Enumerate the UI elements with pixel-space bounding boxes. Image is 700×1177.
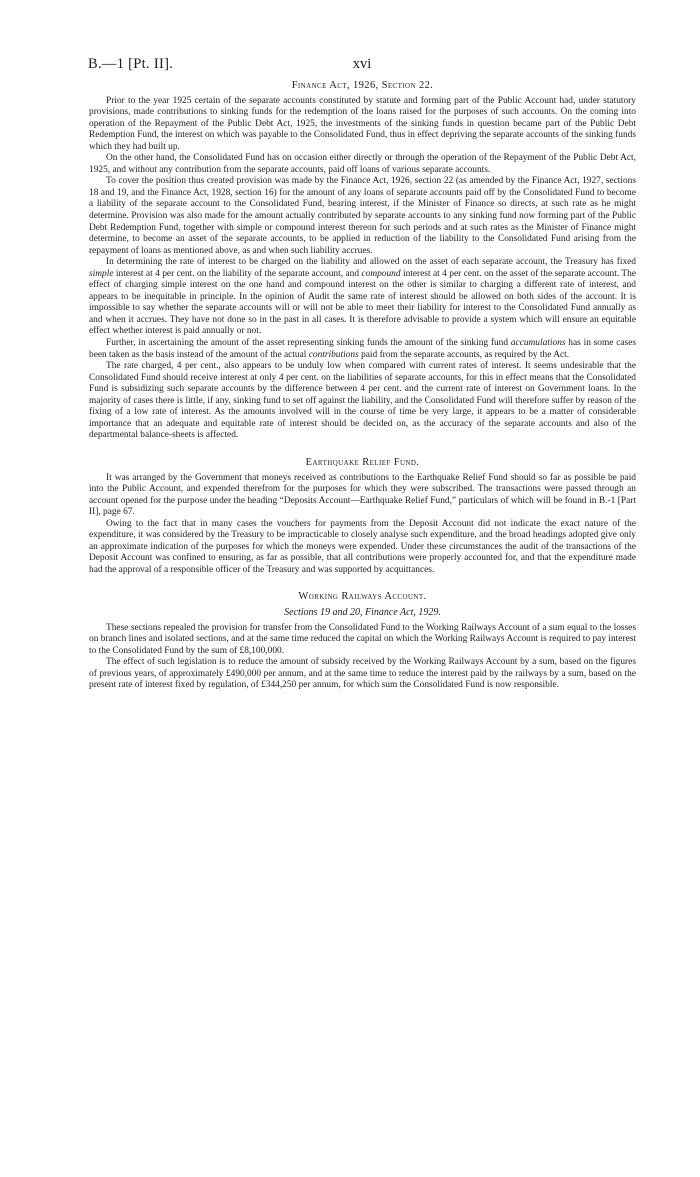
text-run: Further, in ascertaining the amount of the asset representing sinking funds the amount of the sinking fund [106,338,511,349]
paragraph [89,623,636,658]
emphasis-text: compound [361,268,401,279]
section [89,80,636,442]
text-run: has in some cases been taken as the basis instead of the amount of the actual [89,338,636,360]
paragraph [89,153,636,176]
text-run: paid from the separate accounts, as required by the Act. [358,349,570,360]
text-run: interest at 4 per cent. on the asset of the separate account. The effect of charging simple interest on the one hand and compound interest on the other is similar to charging a different rate of interest, and appears to be inequitable in principle. In the opinion of Audit the same rate of interest should be allowed on both sides of the account. It is impossible to say whether the separate accounts will or will not be able to meet their liability for interest to the Consolidated Fund annually as and when it accrues. They have not done so in the past in all cases. It is therefore advisable to provide a system which will ensure an equitable effect whether interest is paid annually or not. [89,268,637,337]
section-title: Working Railways Account. [298,591,427,603]
paragraph [89,657,636,692]
text-run: To cover the position thus created provision was made by the Finance Act, 1926, section 22 (as amended by the Finance Act, 1927, sections 18 and 19, and the Finance Act, 1928, section 16) for the amount of any loans of separate accounts paid off by the Consolidated Fund to become a liability of the separate account to the Consolidated Fund, bearing interest, if the Minister of Finance so directs, at such rate as he might determine. Provision was also made for the amount actually contributed by separate accounts to any sinking fund now forming part of the Public Debt Redemption Fund, together with simple or compound interest thereon for such periods and at such rates as the Minister of Finance might determine, to become an asset of the separate accounts, to be applied in reduction of the liability to the Consolidated Fund arising from the repayment of loans as mentioned above, as and when such liability accrues. [89,176,636,256]
text-run: The rate charged, 4 per cent., also appears to be unduly low when compared with current rates of interest. It seems undesirable that the Consolidated Fund should receive interest at only 4 per cent. on the liabilities of separate accounts, for this in effect means that the Consolidated Fund is subsidizing such separate accounts by the difference between 4 per cent. and the current rate of interest on Government loans. In the majority of cases there is little, if any, sinking fund to set off against the liability, and the Consolidated Fund will therefore suffer by reason of the fixing of a low rate of interest. As the amounts involved will in the course of time be very large, it appears to be a matter of considerable importance that an adequate and equitable rate of interest should be decided on, as the accuracy of the separate accounts and also of the departmental balance-sheets is affected. [89,361,636,441]
text-run: The effect of such legislation is to reduce the amount of subsidy received by the Working Railways Account by a sum, based on the figures of previous years, of approximately £490,000 per annum, and at the same time to reduce the interest paid by the railways by a sum, based on the present rate of interest fixed by regulation, of £344,250 per annum, for which sum the Consolidated Fund is now responsible. [89,657,636,691]
emphasis-text: contributions [308,349,359,360]
page-number: xvi [352,56,372,72]
page-header [88,56,636,76]
text-run: interest at 4 per cent. on the liability of the separate account, and [113,268,362,279]
text-run: In determining the rate of interest to be charged on the liability and allowed on the asset of each separate account, the Treasury has fixed [106,257,636,268]
document-body [89,80,636,707]
text-run: Prior to the year 1925 certain of the separate accounts constituted by statute and forming part of the Public Account had, under statutory provisions, made contributions to sinking funds for the redemption of the loans raised for the purposes of such accounts. On the coming into operation of the Repayment of the Public Debt Act, 1925, the investments of the sinking funds in question became part of the Public Debt Redemption Fund, the interest on which was payable to the Consolidated Fund, thus in effect depriving the separate accounts of the sinking funds which they had built up. [89,95,636,152]
paragraph [89,519,636,577]
section-title: Finance Act, 1926, Section 22. [291,80,434,91]
text-run: It was arranged by the Government that moneys received as contributions to the Earthquake Relief Fund should so far as possible be paid into the Public Account, and expended therefrom for the purposes for which they were subscribed. The transactions were passed through an account opened for the purpose under the heading “Deposits Account—Earthquake Relief Fund,” particulars of which will be found in B.-1 [Part II], page 67. [89,472,636,518]
paragraph [89,96,636,154]
document-reference: B.—1 [Pt. II]. [88,56,174,72]
section [89,457,636,576]
text-run: On the other hand, the Consolidated Fund has on occasion either directly or through the operation of the Repayment of the Public Debt Act, 1925, and without any contribution from the separate accounts, paid off loans of various separate accounts. [89,153,636,175]
paragraph [89,338,636,361]
emphasis-text: simple [89,268,114,279]
text-run: Owing to the fact that in many cases the vouchers for payments from the Deposit Account did not indicate the exact nature of the expenditure, it was considered by the Treasury to be impracticable to closely analyse such expenditure, and the broad headings adopted give only an approximate indication of the purposes for which the moneys were expended. Under these circumstances the audit of the transactions of the Deposit Account was confined to ensuring, as far as possible, that all contributions were properly accounted for, and that the expenditure made had the approval of a responsible officer of the Treasury and was supported by acquittances. [89,518,636,575]
paragraph [89,257,636,338]
emphasis-text: accumulations [510,338,566,349]
paragraph [89,176,636,257]
paragraph [89,361,636,442]
text-run: These sections repealed the provision for transfer from the Consolidated Fund to the Working Railways Account of a sum equal to the losses on branch lines and isolated sections, and at the same time reduced the capital on which the Working Railways Account is required to pay interest to the Consolidated Fund by the sum of £8,100,000. [89,622,636,656]
paragraph [89,473,636,519]
section-title: Earthquake Relief Fund. [305,456,420,468]
section-subtitle: Sections 19 and 20, Finance Act, 1929. [284,606,441,618]
section [89,591,636,691]
